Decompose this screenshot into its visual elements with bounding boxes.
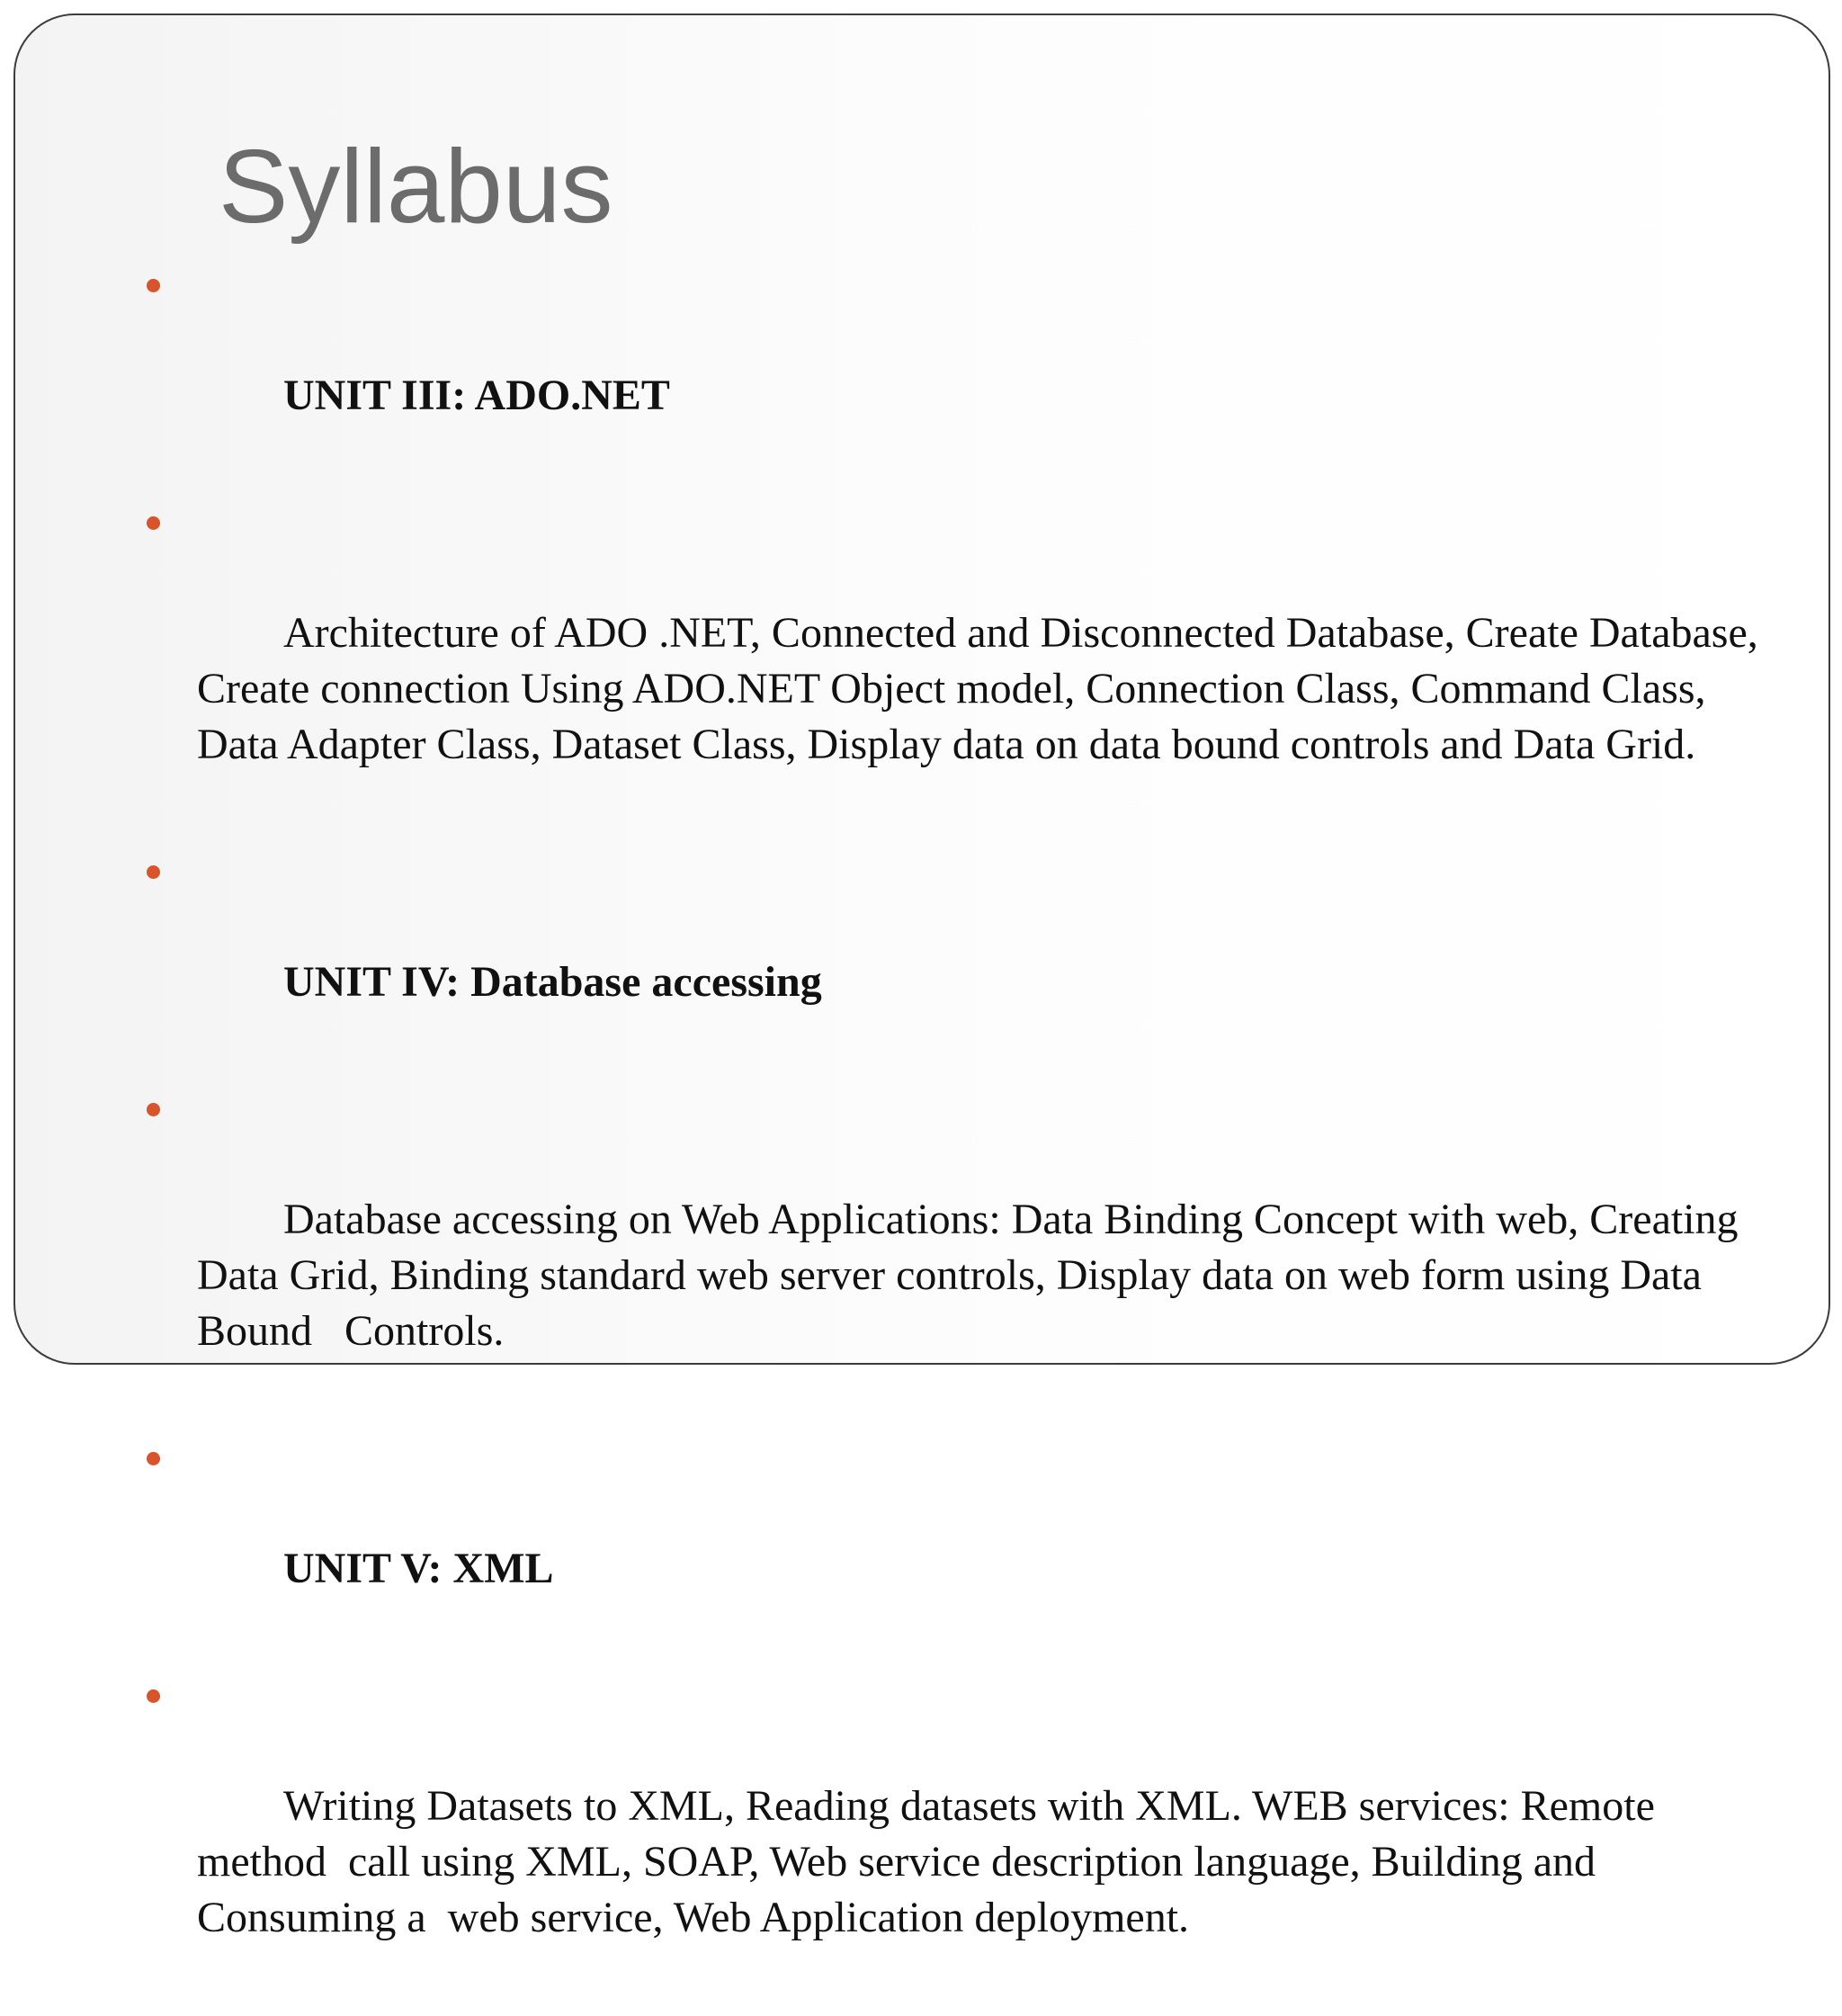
- unit-heading-text: UNIT V: XML: [283, 1545, 554, 1592]
- unit-description-text: Architecture of ADO .NET, Connected and Disconnected Database, Create Database, Create connection Using ADO.NET Object model, Connection Class, Command Class, Data Adapter Class, Dataset Class, Display data on data bound controls and Data Grid.: [197, 609, 1769, 768]
- unit-heading: [142, 256, 1761, 479]
- bullet-dot-icon: [147, 1689, 160, 1703]
- slide-frame: [13, 13, 1830, 1941]
- unit-heading-text: UNIT IV: Database accessing: [283, 958, 822, 1006]
- bullet-list: [142, 256, 1769, 2016]
- unit-heading: [142, 1429, 1761, 1653]
- unit-description: [142, 494, 1769, 829]
- bullet-dot-icon: [147, 279, 160, 292]
- unit-heading: [142, 843, 1761, 1066]
- bullet-dot-icon: [147, 1103, 160, 1116]
- bullet-dot-icon: [147, 516, 160, 530]
- unit-description-text: Database accessing on Web Applications: Data Binding Concept with web, Creating Data Grid, Binding standard web server controls, Display data on web form using Data Bound Controls.: [197, 1196, 1749, 1355]
- unit-description: [142, 1080, 1761, 1415]
- bullet-dot-icon: [147, 1452, 160, 1465]
- unit-description: [142, 1667, 1761, 2002]
- unit-heading-text: UNIT III: ADO.NET: [283, 372, 670, 419]
- unit-description-text: Writing Datasets to XML, Reading datasets with XML. WEB services: Remote method call using XML, SOAP, Web service description language, Building and Consuming a web service, Web Application deployment.: [197, 1782, 1666, 1941]
- bullet-dot-icon: [147, 865, 160, 879]
- slide-title: Syllabus: [219, 128, 613, 245]
